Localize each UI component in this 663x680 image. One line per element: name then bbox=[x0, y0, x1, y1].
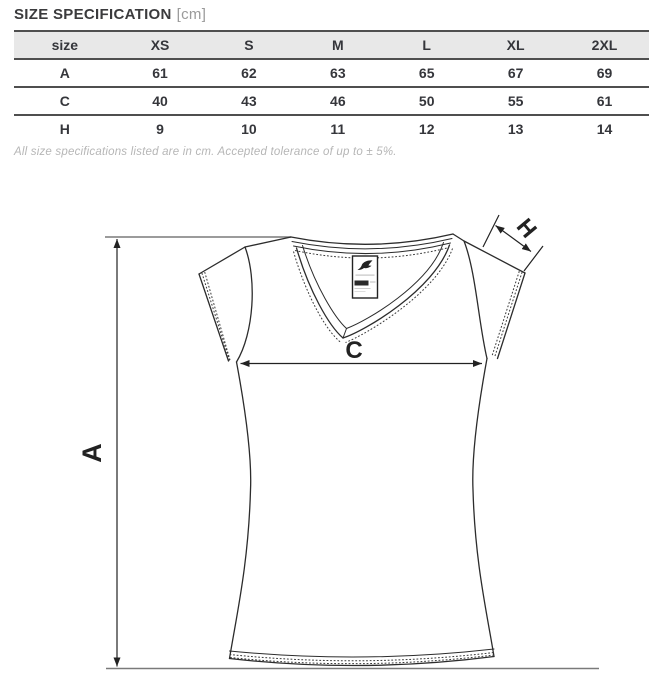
tshirt-outline bbox=[199, 234, 525, 666]
size-value-cell: 50 bbox=[382, 87, 471, 115]
left-sleeve-stitch-1 bbox=[202, 273, 230, 361]
size-value-cell: 9 bbox=[156, 121, 164, 137]
v-band-outer-left bbox=[297, 248, 344, 338]
table-row-H bbox=[14, 115, 649, 142]
dimension-C-chest bbox=[241, 337, 483, 364]
right-sleeve-stitch-2 bbox=[492, 271, 519, 356]
page-title-text: SIZE SPECIFICATION bbox=[14, 6, 172, 23]
column-header-L: L bbox=[382, 31, 471, 59]
brand-microtext-line-3 bbox=[355, 288, 371, 289]
size-value-cell: 10 bbox=[241, 121, 257, 137]
size-table-header-row bbox=[14, 31, 649, 59]
column-header-M: M bbox=[293, 31, 382, 59]
size-table-body bbox=[14, 59, 649, 142]
row-label-A: A bbox=[14, 59, 116, 87]
dimension-A-length bbox=[77, 239, 117, 667]
size-value-cell: 55 bbox=[471, 87, 560, 115]
right-armhole-seam bbox=[464, 241, 487, 359]
size-value-cell: 13 bbox=[507, 121, 524, 137]
right-side-seam bbox=[473, 359, 494, 657]
size-value-cell: 62 bbox=[204, 59, 293, 87]
left-shoulder-seam bbox=[199, 237, 291, 274]
dimension-label-C: C bbox=[345, 337, 363, 364]
left-side-seam bbox=[230, 362, 251, 659]
left-sleeve-stitch-2 bbox=[205, 272, 230, 360]
h-extension-line-2 bbox=[524, 246, 543, 271]
size-value-cell: 69 bbox=[560, 59, 649, 87]
table-row-C bbox=[14, 87, 649, 115]
column-header-XS: XS bbox=[116, 31, 205, 59]
extension-lines bbox=[105, 237, 599, 669]
size-value-cell: 12 bbox=[418, 121, 435, 137]
brand-microtext-line-4 bbox=[355, 291, 366, 292]
size-value-cell: 43 bbox=[204, 87, 293, 115]
column-header-XL: XL bbox=[471, 31, 560, 59]
table-row-A bbox=[14, 59, 649, 87]
brand-microtext-line-2 bbox=[370, 282, 376, 283]
row-label-C: C bbox=[14, 87, 116, 115]
tolerance-footnote: All size specifications listed are in cm. Accepted tolerance of up to ± 5%. bbox=[14, 146, 397, 158]
column-header-S: S bbox=[204, 31, 293, 59]
v-band-inner-left bbox=[303, 246, 347, 329]
size-value-cell: 46 bbox=[293, 87, 382, 115]
dimension-H-sleeve bbox=[483, 213, 543, 271]
page-title-unit: [cm] bbox=[176, 6, 207, 23]
size-table-head bbox=[14, 31, 649, 59]
neck-brand-label bbox=[353, 256, 378, 298]
row-label-H: H bbox=[59, 121, 70, 137]
column-header-size: size bbox=[14, 31, 116, 59]
page-title bbox=[14, 6, 206, 23]
size-value-cell: 67 bbox=[471, 59, 560, 87]
right-sleeve-stitch-1 bbox=[495, 272, 523, 357]
h-extension-line-1 bbox=[483, 215, 499, 247]
brand-microtext-line bbox=[356, 275, 375, 276]
column-header-2XL: 2XL bbox=[560, 31, 649, 59]
dimension-label-H: H bbox=[511, 213, 543, 243]
tshirt-technical-drawing bbox=[0, 165, 663, 680]
brand-dark-bar bbox=[355, 281, 369, 286]
size-value-cell: 63 bbox=[293, 59, 382, 87]
bottom-hem-fold bbox=[230, 649, 495, 657]
size-value-cell: 11 bbox=[330, 121, 346, 137]
dimension-label-A: A bbox=[77, 443, 107, 463]
left-armhole-seam bbox=[237, 247, 253, 362]
right-sleeve-hem bbox=[498, 273, 526, 359]
left-sleeve-hem bbox=[199, 274, 229, 361]
collar-top-edge bbox=[291, 234, 453, 244]
size-value-cell: 40 bbox=[116, 87, 205, 115]
size-value-cell: 14 bbox=[596, 121, 613, 137]
size-specification-table bbox=[14, 30, 649, 142]
size-value-cell: 61 bbox=[116, 59, 205, 87]
size-value-cell: 61 bbox=[560, 87, 649, 115]
size-value-cell: 65 bbox=[382, 59, 471, 87]
